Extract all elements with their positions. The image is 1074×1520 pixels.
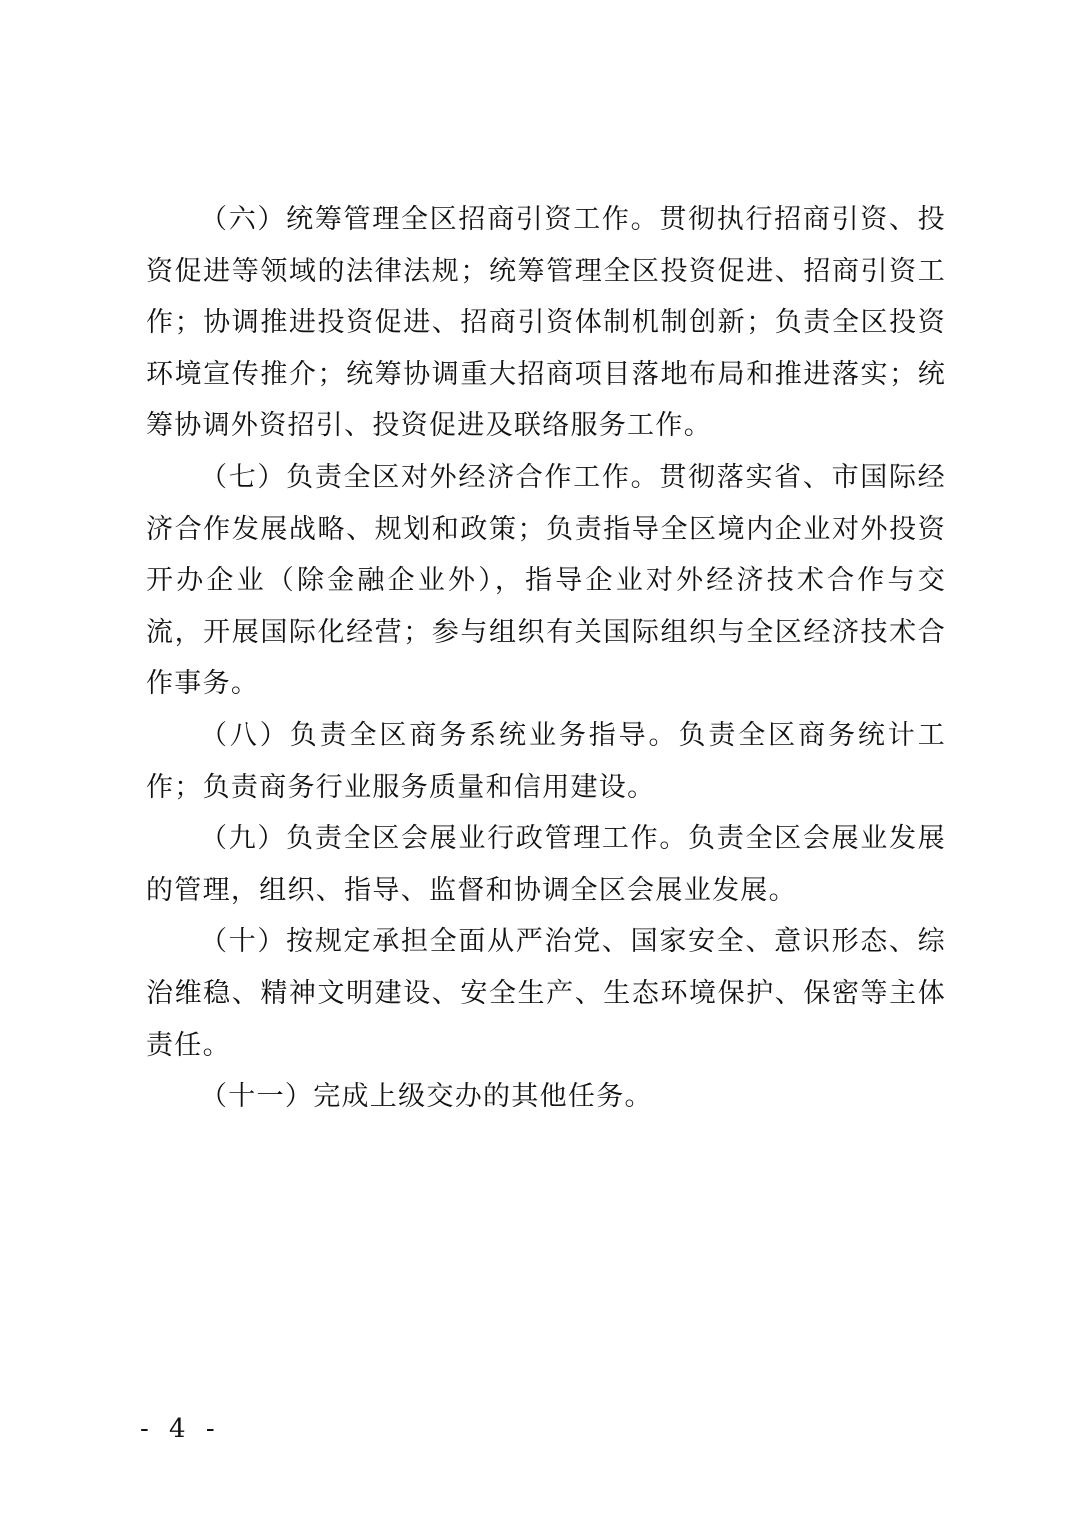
paragraph-8: （八）负责全区商务系统业务指导。负责全区商务统计工作；负责商务行业服务质量和信用建设。 bbox=[146, 719, 946, 803]
paragraph-7: （七）负责全区对外经济合作工作。贯彻落实省、市国际经济合作发展战略、规划和政策；负责指导全区境内企业对外投资开办企业（除金融企业外），指导企业对外经济技术合作与交流，开展国际化经营；参与组织有关国际组织与全区经济技术合作事务。 bbox=[146, 461, 946, 700]
document-body bbox=[146, 194, 946, 1123]
paragraph-9: （九）负责全区会展业行政管理工作。负责全区会展业发展的管理，组织、指导、监督和协调全区会展业发展。 bbox=[146, 823, 946, 906]
page-number: - 4 - bbox=[140, 1414, 221, 1444]
paragraph-10: （十）按规定承担全面从严治党、国家安全、意识形态、综治维稳、精神文明建设、安全生产、生态环境保护、保密等主体责任。 bbox=[146, 926, 946, 1061]
paragraph-6: （六）统筹管理全区招商引资工作。贯彻执行招商引资、投资促进等领域的法律法规；统筹管理全区投资促进、招商引资工作；协调推进投资促进、招商引资体制机制创新；负责全区投资环境宣传推介；统筹协调重大招商项目落地布局和推进落实；统筹协调外资招引、投资促进及联络服务工作。 bbox=[146, 204, 946, 442]
paragraph-11: （十一）完成上级交办的其他任务。 bbox=[200, 1081, 653, 1113]
